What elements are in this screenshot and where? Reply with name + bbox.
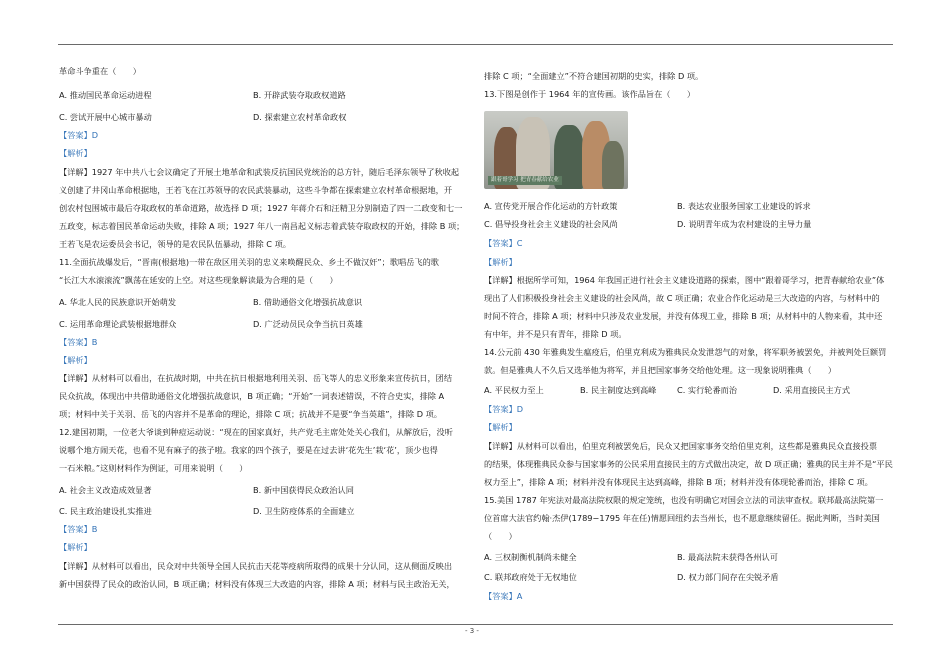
q12-option-c: C. 民主政治建设扎实推进	[59, 506, 152, 516]
q11-explanation-line: 项；材料中关于关羽、岳飞的内容并不是革命的理论，排除 C 项；抗战并不是要“争当英雄”，排除 D 项。	[59, 409, 442, 419]
q14-option-b: B. 民主制度达到高峰	[580, 385, 657, 395]
q10-explanation-line: 五政变，标志着国民革命运动失败，排除 A 项；1927 年八一南昌起义标志着武装夺取政权的开始，排除 B 项；	[59, 221, 465, 231]
q13-explanation-line: 【详解】根据所学可知，1964 年我国正进行社会主义建设道路的探索，图中“跟着哥学习，把青春献给农业”体	[484, 275, 885, 285]
q12-stem-line: 一石米粮。”这则材料作为例证，可用来说明（ ）	[59, 463, 248, 473]
poster-caption: 跟着哥学习 把青春献给农业	[488, 176, 562, 185]
q11-option-c: C. 运用革命理论武装根据地群众	[59, 319, 177, 329]
q14-stem-line: 14.公元前 430 年雅典发生瘟疫后，伯里克利成为雅典民众发泄怨气的对象，将军职务被罢免，并被判处巨额罚	[484, 347, 887, 357]
q15-stem-line: 位首席大法官约翰·杰伊(1789−1795 年在任)情愿回纽约去当州长，也不愿意继续留任。据此判断，当时美国	[484, 513, 880, 523]
q13-explanation-line: 时间不符合，排除 A 项；材料中只涉及农业发展，并没有体现工业，排除 B 项；从材料中的人物来看，其中还	[484, 311, 883, 321]
q13-option-c: C. 倡导投身社会主义建设的社会风尚	[484, 219, 618, 229]
q10-option-a: A. 推动国民革命运动进程	[59, 90, 152, 100]
q12-explanation-line: 【详解】从材料可以看出，民众对中共领导全国人民抗击天花等疫病所取得的成果十分认同，这从侧面反映出	[59, 561, 453, 571]
q14-analysis-label: 【解析】	[484, 422, 517, 432]
q11-option-d: D. 广泛动员民众争当抗日英雄	[253, 319, 363, 329]
q14-option-c: C. 实行轮番而治	[677, 385, 738, 395]
q15-stem-line: （ ）	[484, 531, 517, 541]
q10-option-c: C. 尝试开展中心城市暴动	[59, 112, 152, 122]
q13-option-d: D. 说明青年成为农村建设的主导力量	[677, 219, 812, 229]
q12-explanation-line: 新中国获得了民众的政治认同，B 项正确；材料没有体现三大改造的内容，排除 A 项；材料与民主政治无关，	[59, 579, 455, 589]
q14-explanation-line: 权力至上”，排除 A 项；材料并没有体现民主达到高峰，排除 B 项；材料并没有体现轮番而治，排除 C 项。	[484, 477, 873, 487]
q12-analysis-label: 【解析】	[59, 542, 92, 552]
q13-option-b: B. 表达农业服务国家工业建设的诉求	[677, 201, 811, 211]
q15-option-d: D. 权力部门间存在尖锐矛盾	[677, 572, 779, 582]
header-rule	[58, 44, 893, 45]
q10-option-d: D. 探索建立农村革命政权	[253, 112, 347, 122]
q11-explanation-line: 【详解】从材料可以看出，在抗战时期，中共在抗日根据地利用关羽、岳飞等人的忠义形象来宣传抗日，团结	[59, 373, 453, 383]
q10-explanation-line: 王若飞是农运委员会书记，领导的是农民队伍暴动，排除 C 项。	[59, 239, 291, 249]
q12-option-d: D. 卫生防疫体系的全面建立	[253, 506, 355, 516]
q14-option-d: D. 采用直接民主方式	[773, 385, 851, 395]
q15-answer: 【答案】A	[484, 591, 523, 601]
q15-stem-line: 15.美国 1787 年宪法对最高法院权限的规定笼统，也没有明确它对国会立法的司法审查权。联邦最高法院第一	[484, 495, 884, 505]
q13-explanation-line: 现出了人们积极投身社会主义建设的社会风尚，故 C 项正确；农业合作化运动是三大改造的内容，与材料中的	[484, 293, 880, 303]
q11-stem-line: 11.全面抗战爆发后，“晋南(根据地)一带在敌区用关羽的忠义来唤醒民众、乡土不做汉奸”；歌唱岳飞的歌	[59, 257, 439, 267]
q14-option-a: A. 平民权力至上	[484, 385, 544, 395]
propaganda-poster-image	[484, 111, 628, 189]
q10-explanation-line: 【详解】1927 年中共八七会议确定了开展土地革命和武装反抗国民党统治的总方针，随后毛泽东领导了秋收起	[59, 167, 460, 177]
q10-answer: 【答案】D	[59, 130, 99, 140]
q13-stem: 13.下图是创作于 1964 年的宣传画。该作品旨在（ ）	[484, 89, 696, 99]
q15-option-b: B. 最高法院未获得各州认可	[677, 552, 778, 562]
q14-answer: 【答案】D	[484, 404, 524, 414]
q10-explanation-line: 义创建了井冈山革命根据地，王若飞在江苏领导的农民武装暴动，这些斗争都在探索建立农村革命根据地，开	[59, 185, 453, 195]
q15-option-c: C. 联邦政府处于无权地位	[484, 572, 577, 582]
q11-analysis-label: 【解析】	[59, 355, 92, 365]
q12-explanation-end: 排除 C 项；“全面建立”不符合建国初期的史实，排除 D 项。	[484, 71, 704, 81]
q12-stem-line: 12.建国初期，一位老大爷谈到种痘运动说：“现在的国家真好，共产党毛主席处处关心我们，从解放后，没听	[59, 427, 453, 437]
q13-analysis-label: 【解析】	[484, 257, 517, 267]
q13-answer: 【答案】C	[484, 238, 523, 248]
footer-rule	[58, 624, 893, 625]
q13-option-a: A. 宣传党开展合作化运动的方针政策	[484, 201, 618, 211]
q14-explanation-line: 的结果，体现雅典民众参与国家事务的公民采用直接民主的方式做出决定，故 D 项正确；雅典的民主并不是“平民	[484, 459, 893, 469]
q11-stem-line: “长江大水滚滚流”飘荡在延安的上空。对这些现象解读最为合理的是（ ）	[59, 275, 338, 285]
q11-option-a: A. 华北人民的民族意识开始萌发	[59, 297, 177, 307]
q15-option-a: A. 三权制衡机制尚未健全	[484, 552, 577, 562]
q11-explanation-line: 民众抗战，体现出中共借助通俗文化增强抗战意识，B 项正确；“开始”一词表述错误，不符合史实，排除 A	[59, 391, 445, 401]
q14-explanation-line: 【详解】从材料可以看出，伯里克利被罢免后，民众又把国家事务交给伯里克利，这些都是雅典民众直接投票	[484, 441, 878, 451]
page-number: - 3 -	[465, 627, 479, 635]
q10-explanation-line: 创农村包围城市最后夺取政权的革命道路，故选择 D 项；1927 年蒋介石和汪精卫分别制造了四一二政变和七一	[59, 203, 463, 213]
q12-option-a: A. 社会主义改造成效显著	[59, 485, 152, 495]
q11-answer: 【答案】B	[59, 337, 98, 347]
q12-answer: 【答案】B	[59, 524, 98, 534]
q10-analysis-label: 【解析】	[59, 148, 92, 158]
q13-explanation-line: 有中年，并不是只有青年，排除 D 项。	[484, 329, 627, 339]
q10-stem-end: 革命斗争重在（ ）	[59, 66, 141, 76]
q14-stem-line: 款。但是雅典人不久后又选举他为将军，并且把国家事务交给他处理。这一现象说明雅典（ ）	[484, 365, 837, 375]
q12-stem-line: 说哪个地方闹天花，也看不见有麻子的孩子啦。我家的四个孩子，要是在过去讲‘花先生’栽‘花’，顶少也得	[59, 445, 438, 455]
q10-option-b: B. 开辟武装夺取政权道路	[253, 90, 346, 100]
q12-option-b: B. 新中国获得民众政治认同	[253, 485, 354, 495]
q11-option-b: B. 借助通俗文化增强抗战意识	[253, 297, 363, 307]
